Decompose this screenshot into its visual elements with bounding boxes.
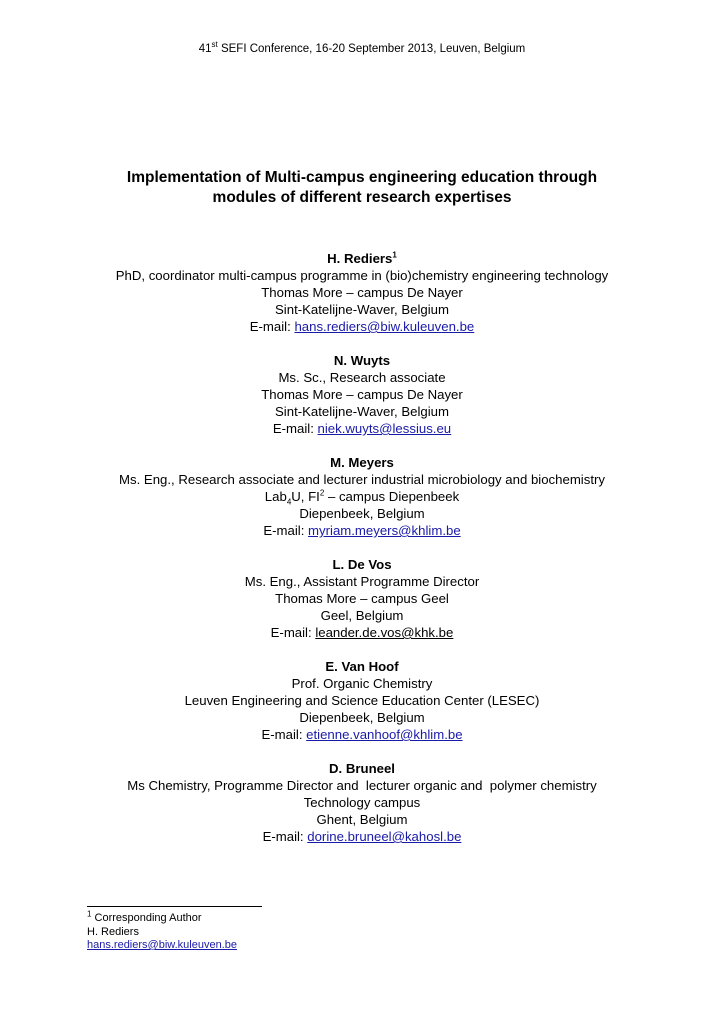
header-text: SEFI Conference, 16-20 September 2013, Leuven, Belgium	[217, 43, 526, 55]
author-email-line	[0, 726, 724, 743]
author-block-rediers	[0, 250, 724, 335]
footnote	[87, 909, 237, 953]
email-label: E-mail:	[261, 727, 307, 742]
author-email-line	[0, 420, 724, 437]
author-name	[0, 250, 724, 267]
affiliation-subscript: 4	[286, 497, 292, 507]
affiliation-part: Lab	[264, 489, 287, 504]
author-name: M. Meyers	[330, 455, 394, 470]
author-role: PhD, coordinator multi-campus programme in (bio)chemistry engineering technology	[115, 268, 609, 283]
author-email-line	[0, 522, 724, 539]
author-role: Ms. Eng., Assistant Programme Director	[244, 574, 480, 589]
email-label: E-mail:	[263, 523, 309, 538]
author-name: D. Bruneel	[329, 761, 395, 776]
footnote-label: Corresponding Author	[91, 912, 202, 924]
author-name: N. Wuyts	[333, 353, 391, 368]
author-location: Diepenbeek, Belgium	[299, 506, 425, 521]
footnote-marker: 1	[392, 250, 397, 260]
affiliation-part: U, FI	[291, 489, 320, 504]
author-affiliation	[0, 488, 724, 505]
footnote-divider	[87, 906, 262, 907]
author-affiliation: Thomas More – campus Geel	[275, 591, 449, 606]
affiliation-superscript: 2	[319, 488, 325, 498]
email-label: E-mail:	[262, 829, 308, 844]
title-line-2: modules of different research expertises	[212, 189, 512, 206]
author-email-link[interactable]: myriam.meyers@khlim.be	[308, 523, 461, 538]
author-role: Ms. Sc., Research associate	[278, 370, 446, 385]
author-email-link[interactable]: leander.de.vos@khk.be	[315, 625, 454, 640]
paper-title	[90, 168, 634, 208]
footnote-email-line	[87, 939, 237, 953]
author-list	[0, 250, 724, 862]
author-affiliation: Thomas More – campus De Nayer	[261, 387, 463, 402]
footnote-name: H. Rediers	[87, 925, 139, 938]
affiliation-part: – campus Diepenbeek	[324, 489, 460, 504]
footnote-email-link[interactable]: hans.rediers@biw.kuleuven.be	[87, 939, 237, 951]
author-location: Ghent, Belgium	[316, 812, 408, 827]
author-role: Prof. Organic Chemistry	[291, 676, 433, 691]
running-header	[0, 40, 724, 55]
author-role: Ms Chemistry, Programme Director and lecturer organic and polymer chemistry	[127, 778, 597, 793]
author-email-line	[0, 828, 724, 845]
author-role: Ms. Eng., Research associate and lecturer industrial microbiology and biochemistry	[119, 472, 605, 487]
author-email-link[interactable]: niek.wuyts@lessius.eu	[317, 421, 452, 436]
author-location: Sint-Katelijne-Waver, Belgium	[275, 404, 449, 419]
author-affiliation: Thomas More – campus De Nayer	[261, 285, 463, 300]
header-ordinal-suffix: st	[211, 40, 218, 50]
author-email-link[interactable]: dorine.bruneel@kahosl.be	[307, 829, 462, 844]
author-location: Diepenbeek, Belgium	[299, 710, 425, 725]
footnote-label-line	[87, 909, 237, 926]
footnote-mark: 1	[87, 909, 92, 919]
author-block-de-vos	[0, 556, 724, 641]
author-location: Sint-Katelijne-Waver, Belgium	[275, 302, 449, 317]
author-block-bruneel	[0, 760, 724, 845]
author-block-meyers	[0, 454, 724, 539]
header-ordinal: 41	[198, 43, 212, 55]
email-label: E-mail:	[270, 625, 316, 640]
email-label: E-mail:	[272, 421, 318, 436]
author-location: Geel, Belgium	[320, 608, 404, 623]
title-line-1: Implementation of Multi-campus engineering education through	[126, 169, 598, 186]
author-name-text: H. Rediers	[327, 251, 393, 266]
author-email-line	[0, 624, 724, 641]
author-email-line	[0, 318, 724, 335]
author-email-link[interactable]: hans.rediers@biw.kuleuven.be	[294, 319, 475, 334]
author-block-van-hoof	[0, 658, 724, 743]
author-affiliation: Technology campus	[303, 795, 421, 810]
email-label: E-mail:	[249, 319, 295, 334]
author-name: L. De Vos	[332, 557, 392, 572]
author-name: E. Van Hoof	[325, 659, 399, 674]
author-block-wuyts	[0, 352, 724, 437]
author-affiliation: Leuven Engineering and Science Education Center (LESEC)	[184, 693, 540, 708]
author-email-link[interactable]: etienne.vanhoof@khlim.be	[306, 727, 463, 742]
